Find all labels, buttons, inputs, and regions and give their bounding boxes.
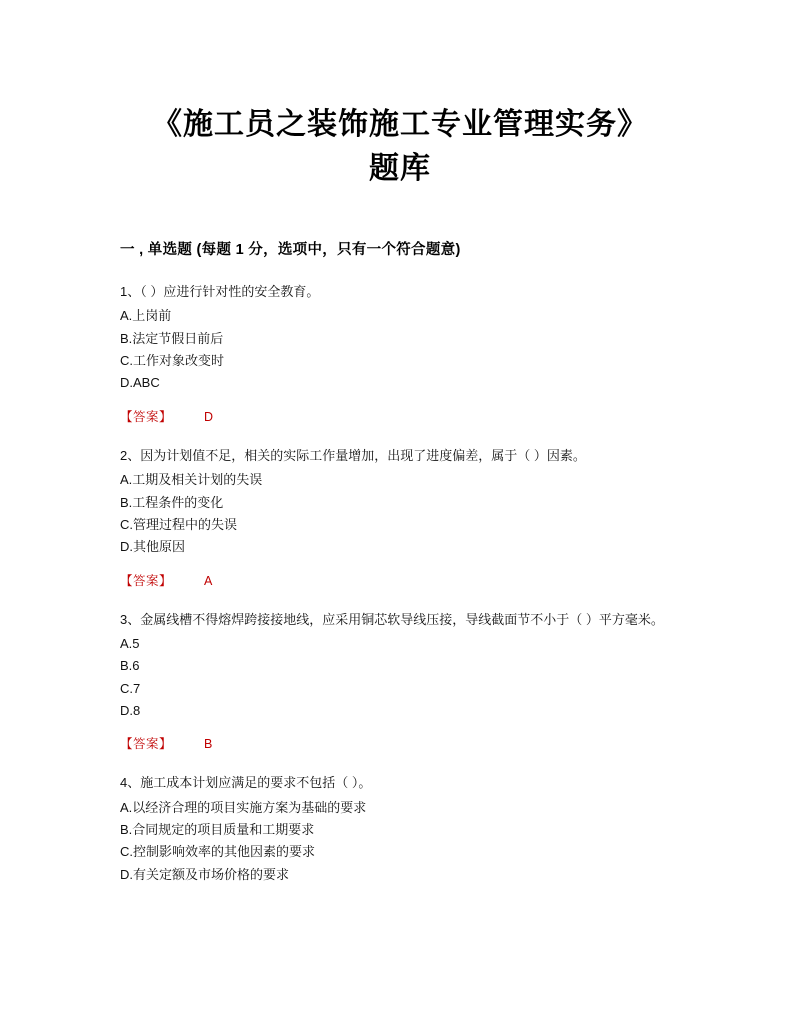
- page-subtitle: 题库: [369, 151, 431, 185]
- question-option: D.ABC: [120, 375, 160, 391]
- question-stem: 1、（ ）应进行针对性的安全教育。: [120, 284, 320, 299]
- answer-label: 【答案】: [120, 573, 173, 588]
- question-stem: 2、因为计划值不足，相关的实际工作量增加，出现了进度偏差，属于（ ）因素。: [120, 447, 586, 463]
- title-block: [0, 0, 800, 190]
- answer-row: [120, 571, 680, 589]
- section-heading: 一 , 单选题 (每题 1 分，选项中，只有一个符合题意): [120, 242, 461, 258]
- question-option: B.6: [120, 658, 140, 674]
- question-option: C.7: [120, 680, 141, 696]
- question-option: C.控制影响效率的其他因素的要求: [120, 844, 316, 860]
- question-option: A.以经济合理的项目实施方案为基础的要求: [120, 799, 367, 815]
- answer-value: D: [204, 409, 214, 424]
- question-option: D.有关定额及市场价格的要求: [120, 866, 290, 882]
- question-option: B.工程条件的变化: [120, 494, 224, 510]
- answer-row: [120, 407, 680, 425]
- question-stem: 4、施工成本计划应满足的要求不包括（ ）。: [120, 775, 372, 791]
- question-option: D.8: [120, 703, 141, 719]
- question-option: A.工期及相关计划的失误: [120, 472, 263, 488]
- question-option: A.5: [120, 635, 140, 651]
- question-option: B.合同规定的项目质量和工期要求: [120, 822, 315, 838]
- question-stem: 3、金属线槽不得熔焊跨接接地线，应采用铜芯软导线压接，导线截面节不小于（ ）平方毫米。: [120, 611, 664, 627]
- answer-label: 【答案】: [120, 409, 173, 424]
- answer-value: B: [204, 737, 213, 752]
- question-item: [120, 609, 680, 753]
- answer-row: [120, 734, 680, 752]
- question-option: C.管理过程中的失误: [120, 516, 238, 532]
- document-content: [0, 238, 800, 886]
- question-item: [120, 772, 680, 886]
- question-option: A.上岗前: [120, 308, 172, 324]
- answer-label: 【答案】: [120, 737, 173, 752]
- question-item: [120, 445, 680, 589]
- question-option: D.其他原因: [120, 539, 186, 555]
- page-title: 《施工员之装饰施工专业管理实务》: [152, 108, 648, 141]
- question-option: B.法定节假日前后: [120, 330, 224, 346]
- question-option: C.工作对象改变时: [120, 353, 225, 369]
- answer-value: A: [204, 573, 213, 588]
- question-item: [120, 281, 680, 425]
